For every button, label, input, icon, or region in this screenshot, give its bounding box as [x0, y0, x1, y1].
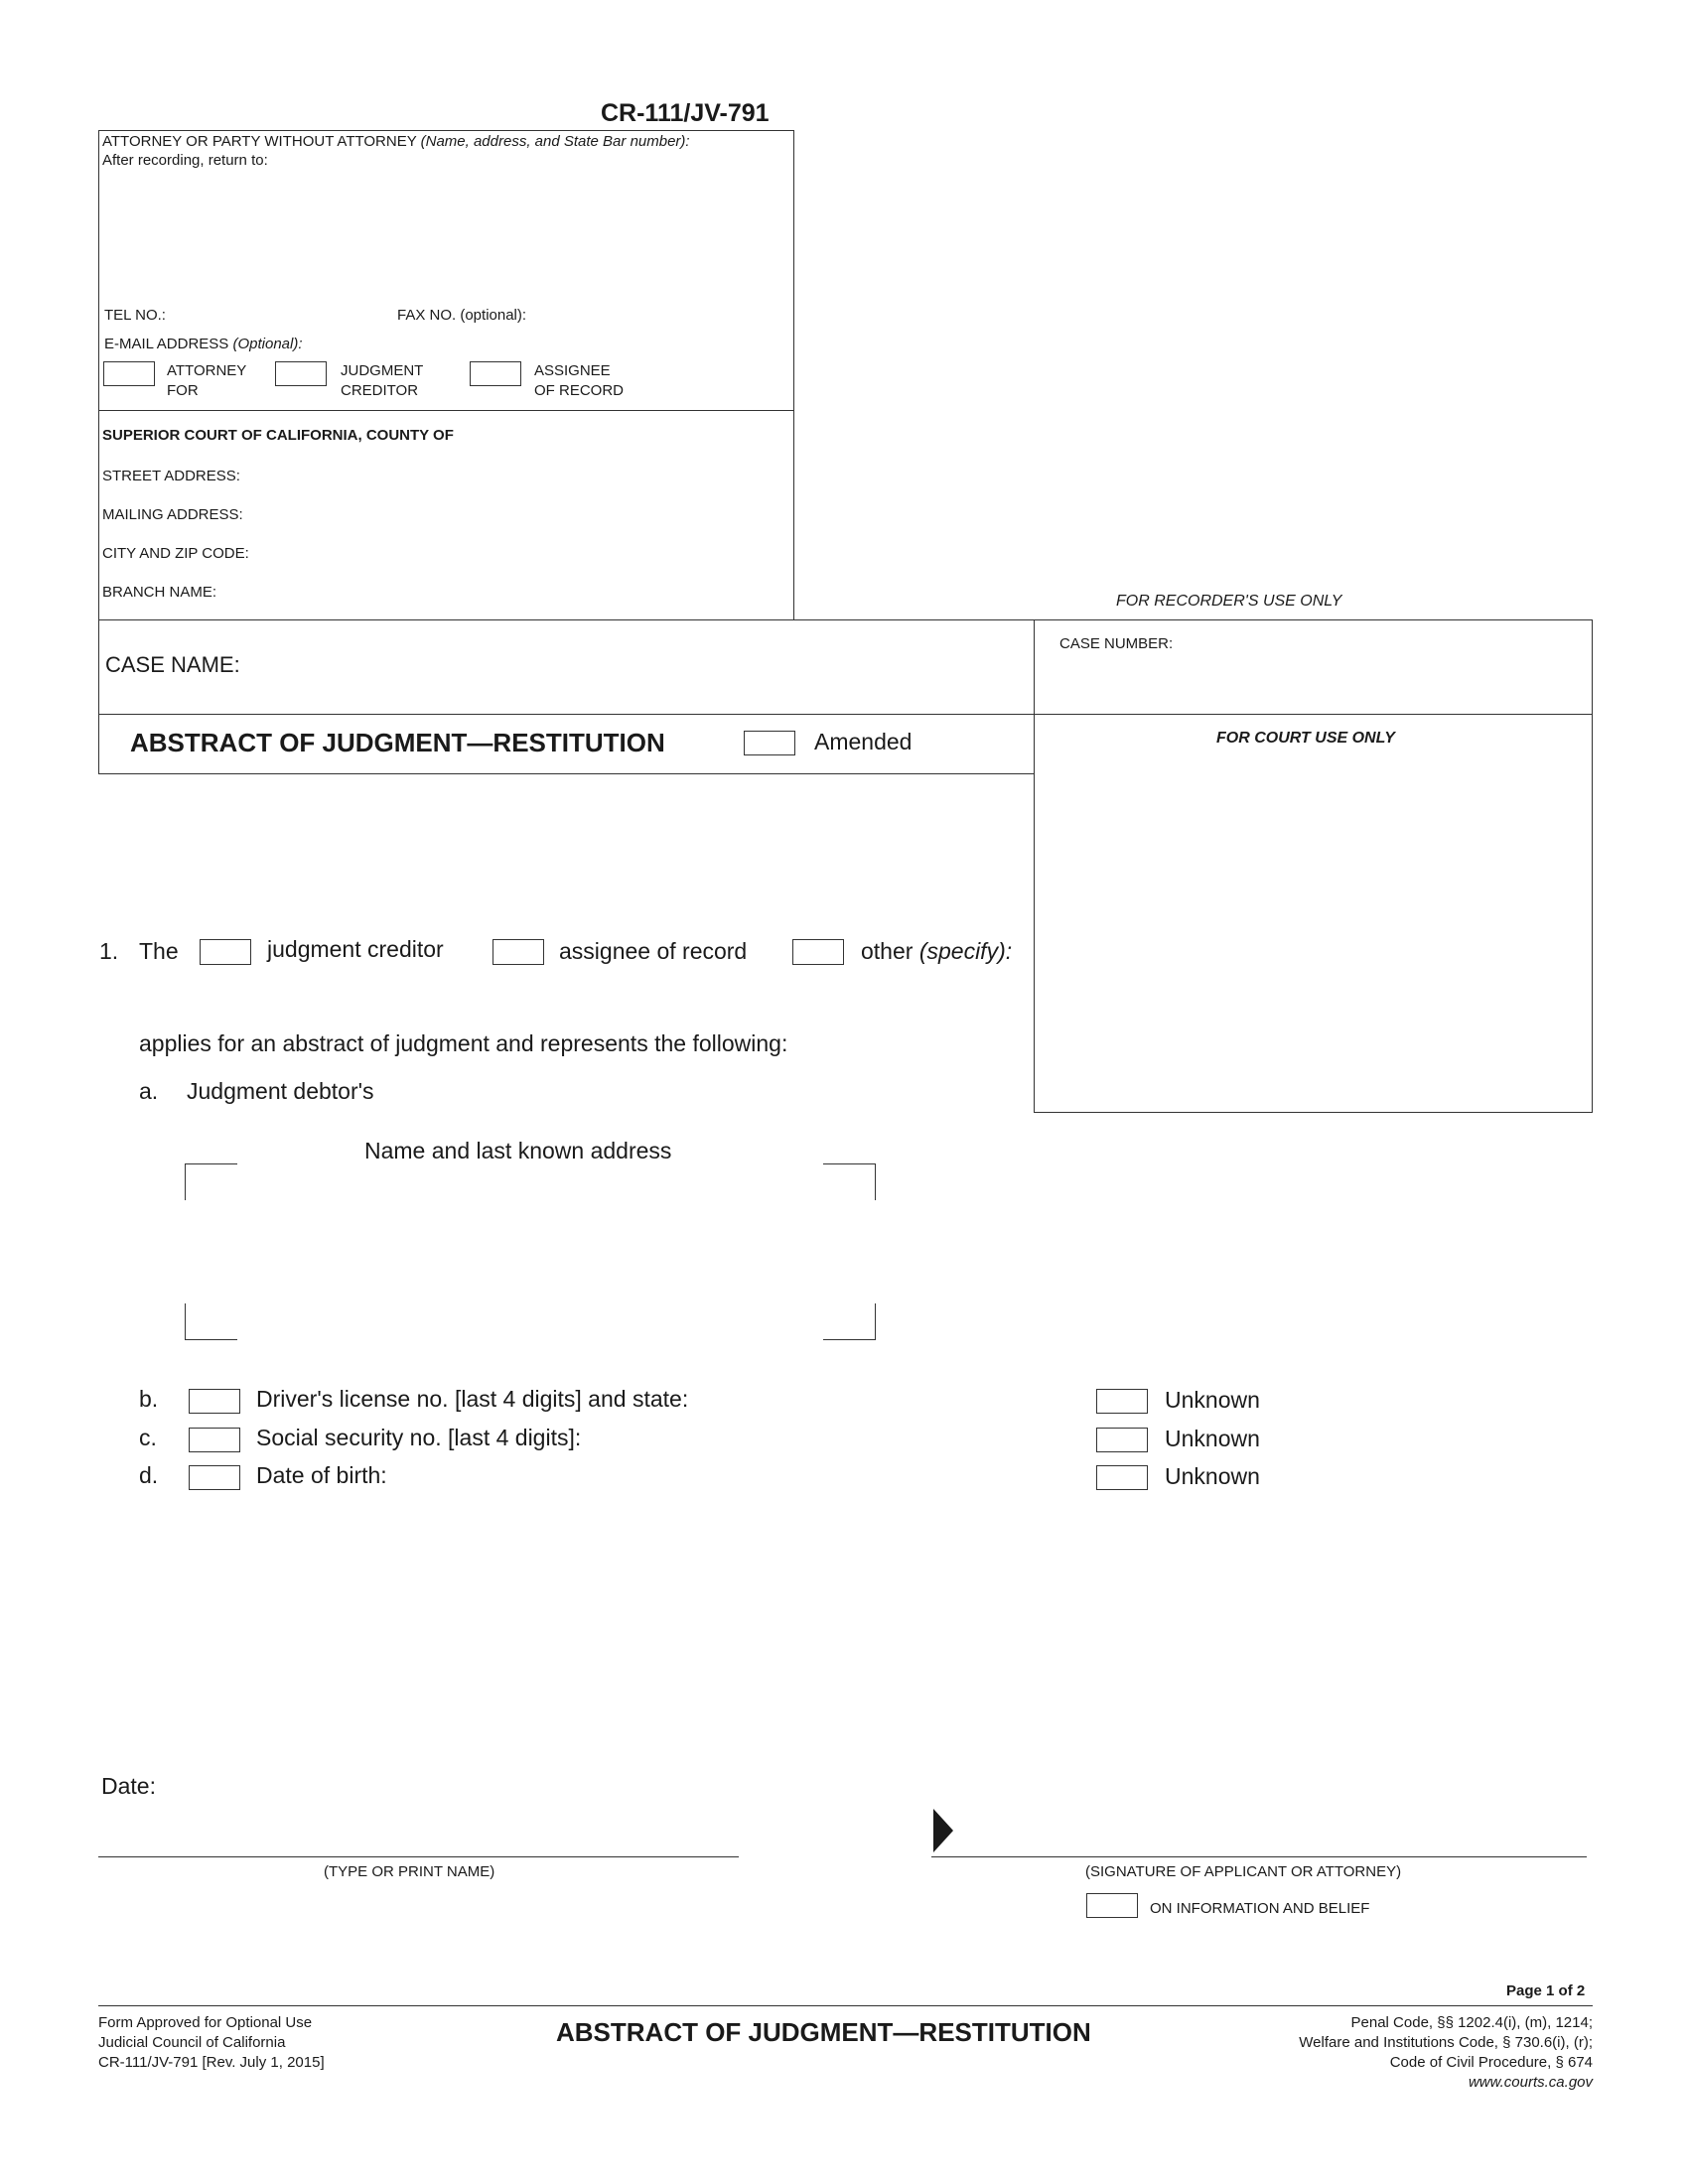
- dob-unknown-checkbox[interactable]: [1096, 1465, 1148, 1490]
- fax-label: FAX NO. (optional):: [397, 307, 527, 324]
- footer-title: ABSTRACT OF JUDGMENT—RESTITUTION: [556, 2017, 1091, 2047]
- other-option: other: [861, 938, 914, 964]
- amended-label: Amended: [814, 729, 913, 754]
- assignee-option-checkbox[interactable]: [492, 939, 544, 965]
- attorney-for-checkbox[interactable]: [103, 361, 155, 386]
- item1-the: The: [139, 938, 179, 964]
- drivers-license-checkbox[interactable]: [189, 1389, 240, 1414]
- footer-url[interactable]: www.courts.ca.gov: [1468, 2074, 1593, 2091]
- judgment-creditor-checkbox[interactable]: [275, 361, 327, 386]
- case-number-box[interactable]: [1034, 619, 1593, 715]
- tel-label: TEL NO.:: [104, 307, 166, 324]
- street-address-label: STREET ADDRESS:: [102, 468, 240, 484]
- footer-left-line3: CR-111/JV-791 [Rev. July 1, 2015]: [98, 2054, 325, 2071]
- info-belief-label: ON INFORMATION AND BELIEF: [1150, 1900, 1370, 1917]
- info-belief-checkbox[interactable]: [1086, 1893, 1138, 1918]
- assignee-of-record-checkbox[interactable]: [470, 361, 521, 386]
- signature-arrow-icon: [931, 1807, 955, 1854]
- item1-number: 1.: [99, 938, 119, 964]
- name-address-field[interactable]: [185, 1163, 876, 1340]
- judgment-creditor-line2: CREDITOR: [341, 382, 419, 399]
- footer-right-line2: Welfare and Institutions Code, § 730.6(i), (r);: [1299, 2034, 1593, 2051]
- amended-checkbox[interactable]: [744, 731, 795, 755]
- footer-right-line1: Penal Code, §§ 1202.4(i), (m), 1214;: [1350, 2014, 1593, 2031]
- assignee-line1: ASSIGNEE: [534, 362, 611, 379]
- city-zip-label: CITY AND ZIP CODE:: [102, 545, 249, 562]
- item-d-letter: d.: [139, 1462, 159, 1488]
- mailing-address-label: MAILING ADDRESS:: [102, 506, 243, 523]
- case-name-label: CASE NAME:: [105, 652, 240, 677]
- print-name-line[interactable]: [98, 1856, 739, 1857]
- judgment-creditor-line1: JUDGMENT: [341, 362, 424, 379]
- email-label-note: (Optional):: [232, 336, 303, 352]
- attorney-label-wrap: [102, 133, 690, 150]
- dob-checkbox[interactable]: [189, 1465, 240, 1490]
- drivers-license-unknown-checkbox[interactable]: [1096, 1389, 1148, 1414]
- email-label: E-MAIL ADDRESS: [104, 336, 229, 352]
- drivers-license-label: Driver's license no. [last 4 digits] and state:: [256, 1386, 689, 1412]
- footer-left-line2: Judicial Council of California: [98, 2034, 286, 2051]
- assignee-option: assignee of record: [559, 938, 748, 964]
- item-b-letter: b.: [139, 1386, 159, 1412]
- court-use-box: [1034, 714, 1593, 1113]
- applies-text: applies for an abstract of judgment and represents the following:: [139, 1030, 788, 1056]
- print-name-label: (TYPE OR PRINT NAME): [324, 1863, 495, 1880]
- date-label: Date:: [101, 1773, 156, 1799]
- judgment-creditor-option: judgment creditor: [267, 936, 444, 962]
- attorney-for-line2: FOR: [167, 382, 199, 399]
- judgment-creditor-option-checkbox[interactable]: [200, 939, 251, 965]
- item-c-letter: c.: [139, 1425, 157, 1450]
- attorney-label-note: (Name, address, and State Bar number):: [420, 133, 690, 150]
- footer-left-line1: Form Approved for Optional Use: [98, 2014, 313, 2031]
- return-to-label: After recording, return to:: [102, 152, 268, 169]
- email-label-wrap: [104, 336, 303, 352]
- ssn-label: Social security no. [last 4 digits]:: [256, 1425, 582, 1450]
- item-a-label: Judgment debtor's: [187, 1078, 374, 1104]
- dob-unknown: Unknown: [1165, 1463, 1260, 1489]
- dob-label: Date of birth:: [256, 1462, 387, 1488]
- court-title: SUPERIOR COURT OF CALIFORNIA, COUNTY OF: [102, 427, 454, 444]
- form-number: CR-111/JV-791: [601, 99, 770, 127]
- footer-divider: [98, 2005, 1593, 2006]
- name-address-label: Name and last known address: [364, 1138, 672, 1163]
- case-number-label: CASE NUMBER:: [1059, 635, 1174, 652]
- attorney-label: ATTORNEY OR PARTY WITHOUT ATTORNEY: [102, 133, 417, 150]
- other-option-checkbox[interactable]: [792, 939, 844, 965]
- judgment-creditor-label: [341, 361, 423, 401]
- drivers-license-unknown: Unknown: [1165, 1387, 1260, 1413]
- footer-right-line3: Code of Civil Procedure, § 674: [1389, 2054, 1593, 2071]
- recorder-use-label: FOR RECORDER'S USE ONLY: [1116, 593, 1342, 610]
- signature-label: (SIGNATURE OF APPLICANT OR ATTORNEY): [1085, 1863, 1402, 1880]
- ssn-unknown-checkbox[interactable]: [1096, 1428, 1148, 1452]
- other-specify: (specify):: [918, 938, 1013, 964]
- form-title: ABSTRACT OF JUDGMENT—RESTITUTION: [130, 728, 665, 757]
- assignee-line2: OF RECORD: [534, 382, 624, 399]
- footer-left: [98, 2013, 325, 2073]
- attorney-for-label: [167, 361, 246, 401]
- item-a-letter: a.: [139, 1078, 159, 1104]
- ssn-unknown: Unknown: [1165, 1426, 1260, 1451]
- attorney-for-line1: ATTORNEY: [167, 362, 247, 379]
- court-use-label: FOR COURT USE ONLY: [1216, 730, 1395, 747]
- signature-line[interactable]: [931, 1856, 1587, 1857]
- footer-right: [1299, 2013, 1593, 2093]
- page-number: Page 1 of 2: [1506, 1982, 1586, 1999]
- branch-name-label: BRANCH NAME:: [102, 584, 217, 601]
- other-option-wrap: [861, 938, 1012, 965]
- ssn-checkbox[interactable]: [189, 1428, 240, 1452]
- assignee-of-record-label: [534, 361, 624, 401]
